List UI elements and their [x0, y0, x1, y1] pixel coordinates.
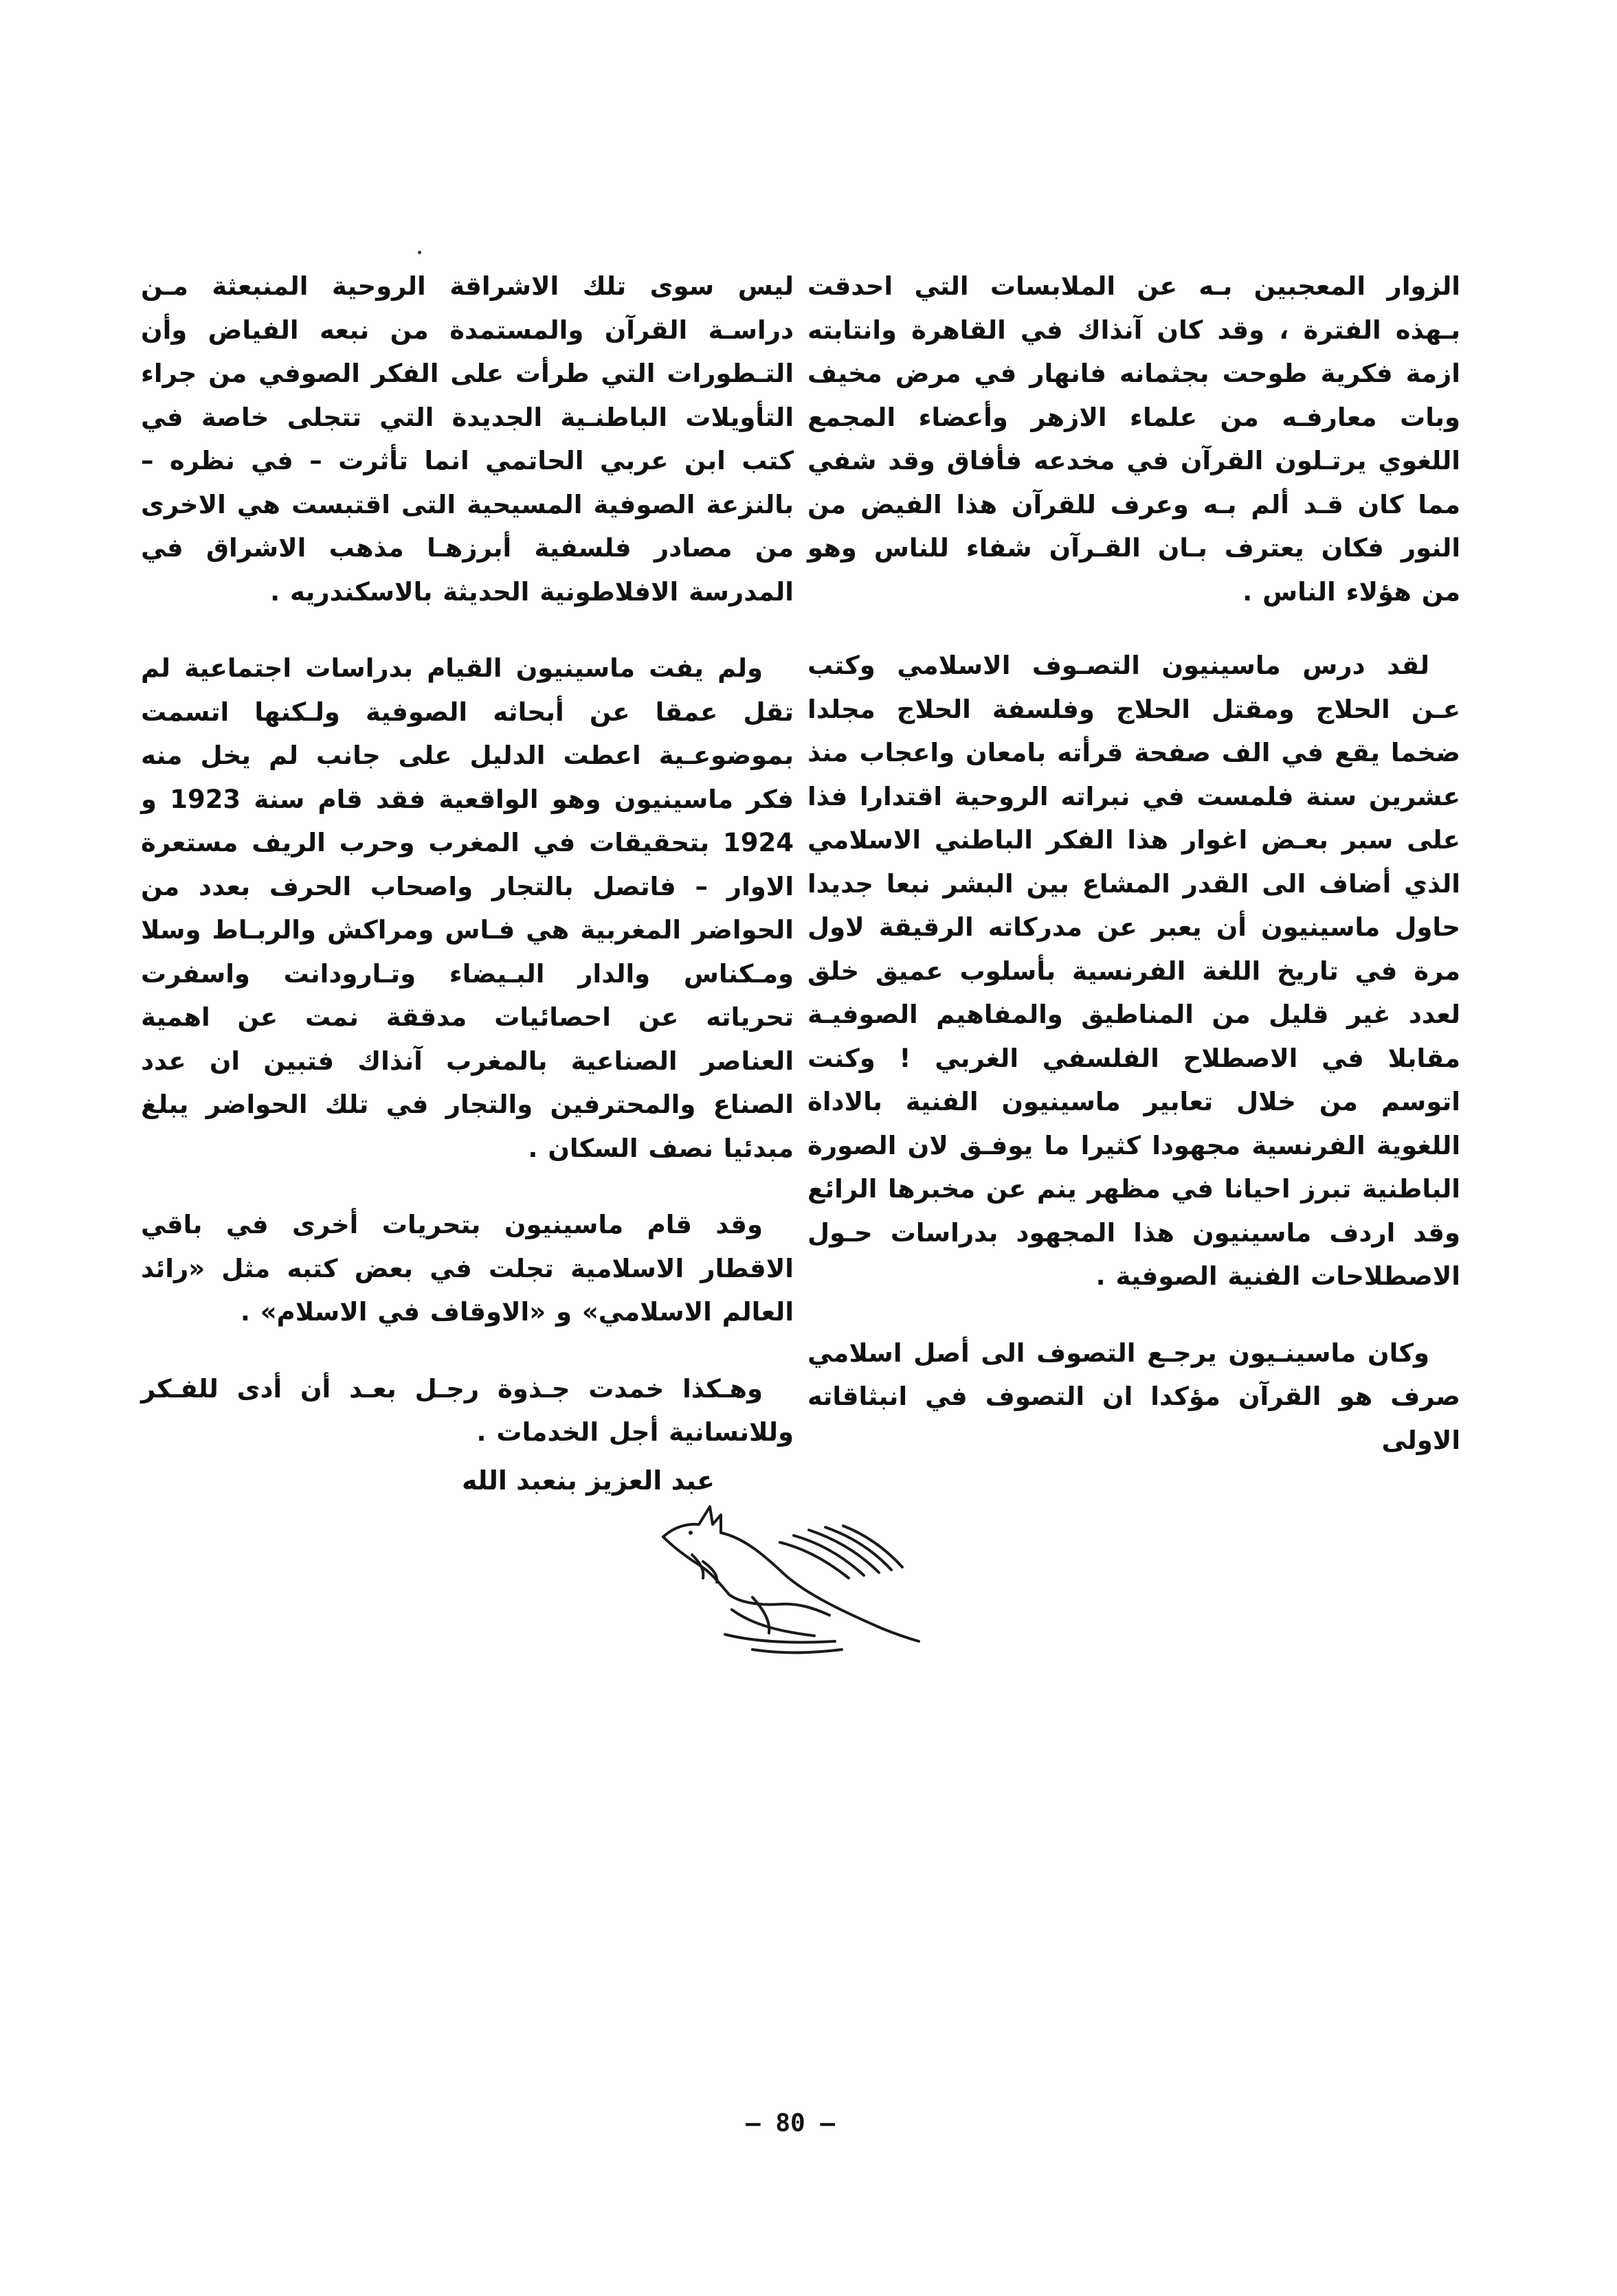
print-speck	[418, 251, 421, 254]
right-column	[807, 265, 1460, 1495]
article-paragraph: الزوار المعجبين بـه عن الملابسات التي احدقت بـهذه الفترة ، وقد كان آنذاك في القاهرة وانتابته ازمة فكرية طوحت بجثمانه فانهار في مرض مخيف وبات معارفـه من علماء الازهر وأعضاء المجمع اللغوي يرتـلون القرآن في مخدعه فأفاق وقد شفي مما كان قـد ألم بـه وعرف للقرآن هذا الفيض من النور فكان يعترف بـان القـرآن شفاء للناس وهو من هؤلاء الناس .	[807, 271, 1460, 607]
article-paragraph: ليس سوى تلك الاشراقة الروحية المنبعثة مـن دراسـة القرآن والمستمدة من نبعه الفياض وأن التـطورات التي طرأت على الفكر الصوفي من جراء التأويلات الباطنـية الجديدة التي تتجلى خاصة في كتب ابن عربي الحاتمي انما تأثرت – في نظره – بالنزعة الصوفية المسيحية التى اقتبست هي الاخرى من مصادر فلسفية أبرزهـا مذهب الاشراق في المدرسة الافلاطونية الحديثة بالاسكندريه .	[141, 271, 794, 607]
article-paragraph: لقد درس ماسينيون التصـوف الاسلامي وكتب عـن الحلاج ومقتل الحلاج وفلسفة الحلاج مجلدا ضخما يقع في الف صفحة قرأته بامعان واعجاب منذ عشرين سنة فلمست في نبراته الروحية اقتدارا فذا على سبر بعـض اغوار هذا الفكر الباطني الاسلامي الذي أضاف الى القدر المشاع بين البشر نبعا جديدا حاول ماسينيون أن يعبر عن مدركاته الرقيقة لاول مرة في تاريخ اللغة الفرنسية بأسلوب عميق خلق لعدد غير قليل من المناطيق والمفاهيم الصوفيـة مقابلا في الاصطلاح الفلسفي الغربي ! وكنت اتوسم من خلال تعابير ماسينيون الفنية بالاداة اللغوية الفرنسية مجهودا كثيرا ما يوفـق لان الصورة الباطنية تبرز احيانا في مظهر ينم عن مخبرها الرائع وقد اردف ماسينيون هذا المجهود بدراسات حـول الاصطلاحات الفنية الصوفية .	[807, 651, 1460, 1291]
article-paragraph: وقد قام ماسينيون بتحريات أخرى في باقي الاقطار الاسلامية تجلت في بعض كتبه مثل «رائد العالم الاسلامي» و «الاوقاف في الاسلام» .	[141, 1210, 794, 1327]
page-number: – 80 –	[745, 2109, 836, 2137]
kangaroo-emblem-icon	[649, 1494, 924, 1666]
article-paragraph: وكان ماسينـيون يرجـع التصوف الى أصل اسلامي صرف هو القرآن مؤكدا ان التصوف في انبثاقاته الاولى	[807, 1338, 1460, 1455]
author-signature: عبد العزيز بنعبد الله	[462, 1465, 715, 1496]
article-paragraph: وهـكذا خمدت جـذوة رجـل بعـد أن أدى للفـكر وللانسانية أجل الخدمات .	[141, 1373, 794, 1447]
article-paragraph: ولم يفت ماسينيون القيام بدراسات اجتماعية لم تقل عمقا عن أبحاثه الصوفية ولـكنها اتسمت بموضوعـية اعطت الدليل على جانب لم يخل منه فكر ماسينيون وهو الواقعية فقد قام سنة 1923 و 1924 بتحقيقات في المغرب وحرب الريف مستعرة الاوار – فاتصل بالتجار واصحاب الحرف بعدد من الحواضر المغربية هي فـاس ومراكش والربـاط وسلا ومـكناس والدار البـيضاء وتـارودانت واسفرت تحرياته عن احصائيات مدققة نمت عن اهمية العناصر الصناعية بالمغرب آنذاك فتبين ان عدد الصناع والمحترفين والتجار في تلك الحواضر يبلغ مبدئيا نصف السكان .	[141, 653, 794, 1163]
left-column	[141, 265, 794, 1500]
